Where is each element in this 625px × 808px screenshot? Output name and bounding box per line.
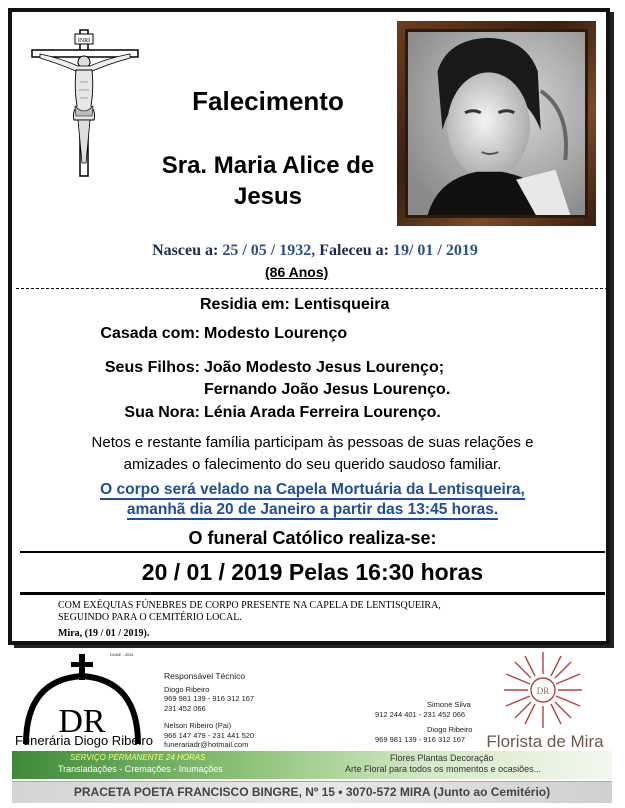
svg-text:INRI: INRI — [77, 38, 91, 44]
florist-logo-letters: DR — [536, 686, 550, 696]
resp-phone-2: 231 452 066 — [164, 703, 206, 713]
divider-top — [20, 551, 605, 553]
services-list: Transladações - Cremações - Inumações — [58, 764, 223, 774]
name-line-2: Jesus — [233, 183, 303, 210]
exequies-line-2: SEGUINDO PARA O CEMITÉRIO LOCAL. — [58, 612, 242, 623]
funeral-heading: O funeral Católico realiza-se: — [188, 528, 437, 548]
contacts-block — [164, 672, 254, 750]
funeral-home-name: Funerária Diogo Ribeiro — [14, 733, 153, 748]
resp-title: Responsável Técnico — [164, 671, 246, 681]
page-title: Falecimento — [192, 86, 344, 116]
nelson-name: Nelson Ribeiro (Pai) — [164, 721, 232, 730]
family-message-line-2: amizades o falecimento do seu querido saudoso familiar. — [123, 456, 502, 473]
logo-letters: DR — [58, 703, 106, 740]
florist-logo — [500, 650, 586, 730]
dashed-divider — [16, 288, 608, 289]
name-line-1: Sra. Maria Alice de — [161, 152, 375, 179]
died-label: Faleceu a: — [319, 242, 389, 259]
diogo-name: Diogo Ribeiro — [427, 725, 473, 734]
wake-line-2: amanhã dia 20 de Janeiro a partir das 13:45 horas. — [126, 501, 499, 518]
exequies-note — [58, 600, 598, 624]
address: PRACETA POETA FRANCISCO BINGRE, Nº 15 • 3070-572 MIRA (Junto ao Cemitério) — [73, 785, 551, 799]
born-date: 25 / 05 / 1932, — [222, 242, 316, 259]
child-2: Fernando João Jesus Lourenço. — [204, 381, 451, 398]
died-date: 19/ 01 / 2019 — [392, 242, 478, 259]
wake-notice — [40, 480, 585, 520]
daughter-in-law-name: Lénia Arada Ferreira Lourenço. — [204, 404, 441, 421]
nelson-phone: 966 147 479 - 231 441 520 — [164, 730, 255, 740]
born-label: Nasceu a: — [152, 242, 219, 259]
age: (86 Anos) — [265, 264, 329, 280]
wake-line-1: O corpo será velado na Capela Mortuária da Lentisqueira, — [100, 481, 525, 498]
birth-death-dates — [80, 242, 550, 260]
family-message-line-1: Netos e restante família participam às pessoas de suas relações e — [91, 434, 534, 451]
spouse-name: Modesto Lourenço — [204, 325, 348, 342]
child-1: João Modesto Jesus Lourenço; — [204, 359, 445, 376]
divider-bottom — [20, 592, 605, 595]
florist-name: Florista de Mira — [486, 732, 604, 751]
resp-phone: 969 981 139 - 916 312 167 — [164, 694, 255, 703]
florist-tagline: Arte Floral para todos os momentos e ocasiões... — [345, 764, 542, 774]
place-date: Mira, (19 / 01 / 2019). — [58, 628, 150, 639]
service-24h: SERVIÇO PERMANENTE 24 HORAS — [70, 753, 206, 762]
email: funerariadr@hotmail.com — [164, 740, 249, 749]
residence: Residia em: Lentisqueira — [200, 296, 390, 313]
portrait-photo — [408, 32, 585, 215]
resp-name: Diogo Ribeiro — [164, 684, 210, 694]
crucifix-icon — [30, 28, 140, 178]
simone-name: Simone Silva — [427, 700, 471, 709]
dgae-code: DGAE - 2041 — [110, 652, 134, 657]
spouse-label: Casada com: — [100, 325, 200, 342]
funeral-date: 20 / 01 / 2019 Pelas 16:30 horas — [141, 559, 484, 585]
diogo-phone: 969 981 139 - 916 312 167 — [375, 734, 466, 744]
daughter-in-law-label: Sua Nora: — [124, 404, 200, 421]
florist-contacts — [375, 700, 472, 744]
exequies-line-1: COM EXÉQUIAS FÚNEBRES DE CORPO PRESENTE NA CAPELA DE LENTISQUEIRA, — [58, 600, 441, 611]
deceased-name — [140, 150, 396, 212]
family-message — [40, 432, 585, 476]
children-label: Seus Filhos: — [104, 359, 200, 376]
simone-phone: 912 244 401 - 231 452 066 — [375, 709, 466, 719]
portrait-frame — [397, 21, 596, 226]
florist-services: Flores Plantas Decoração — [390, 753, 494, 763]
